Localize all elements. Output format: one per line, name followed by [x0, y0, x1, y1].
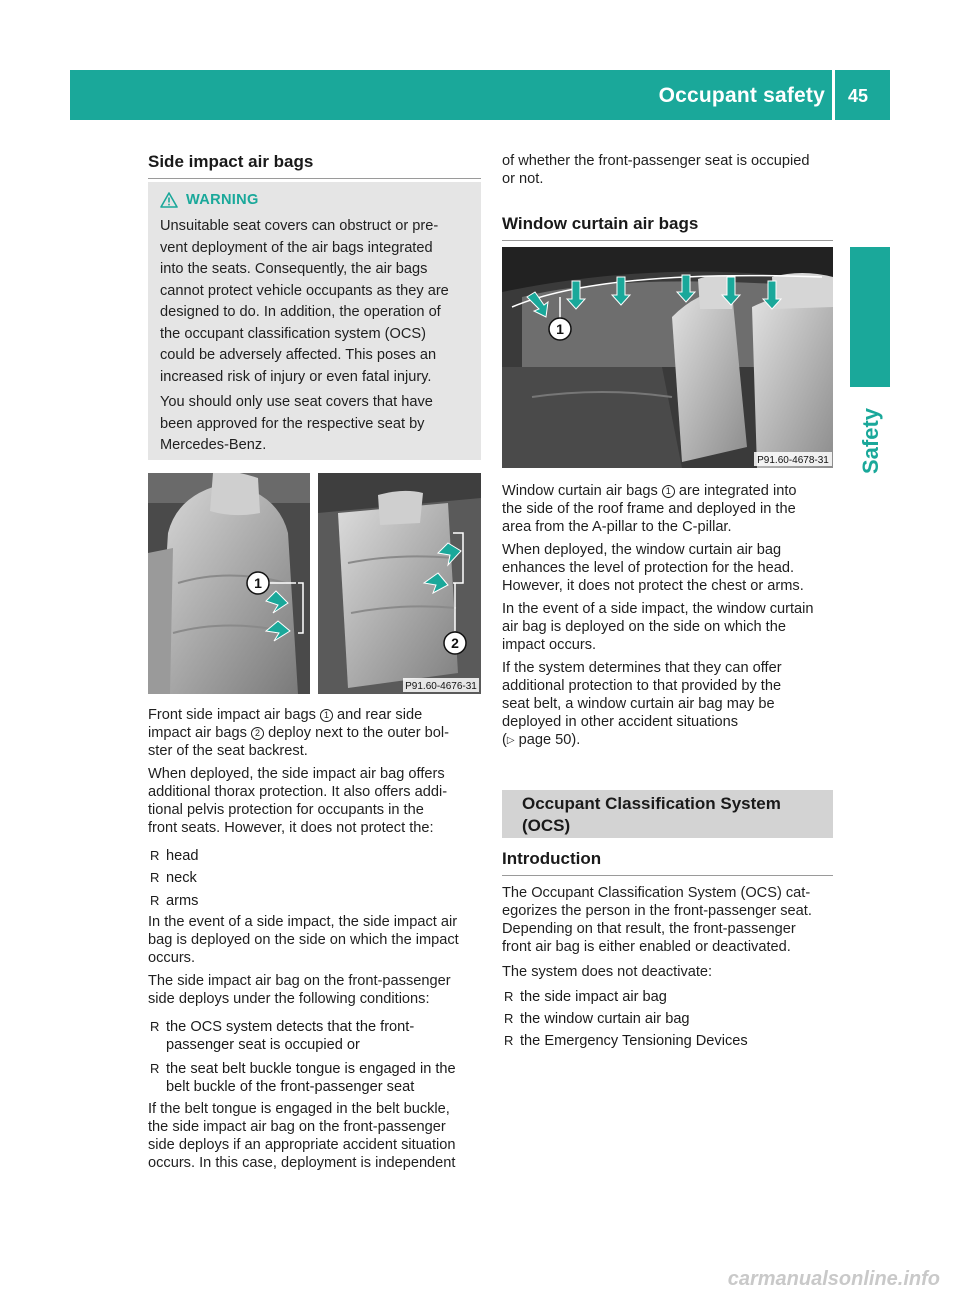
window-curtain-airbag-figure [502, 247, 833, 468]
heading-introduction: Introduction [502, 849, 602, 868]
section-title: Occupant safety [658, 84, 825, 107]
heading-window-curtain-air-bags: Window curtain air bags [502, 214, 699, 233]
page-number: 45 [848, 86, 869, 106]
window-curtain-caption: Window curtain air bags 1 are integrated into the side of the roof frame and deployed in the area from the A-pillar to the C-pillar. [502, 483, 797, 535]
warning-title: WARNING [186, 192, 259, 208]
side-impact-para-3: In the event of a side impact, the side impact air bag is deployed on the side on which the impact occurs. [148, 914, 459, 966]
figure-code: P91.60-4678-31 [757, 455, 829, 466]
callout-ref-1: 1 [320, 709, 333, 722]
introduction-para-2: The system does not deactivate: [502, 964, 713, 980]
side-impact-para-4: The side impact air bag on the front-passenger side deploys under the following conditions: [148, 973, 451, 1007]
warning-text-2: You should only use seat covers that have been approved for the respective seat by Mercedes-Benz. [160, 394, 433, 453]
watermark: carmanualsonline.info [727, 1268, 940, 1290]
chapter-tab-label: Safety [858, 407, 884, 475]
introduction-para: The Occupant Classification System (OCS) cat- egorizes the person in the front-passenger seat. Depending on that result, the front-passenger front air bag is either enabled or deactivated. [502, 885, 812, 955]
heading-rule [148, 178, 481, 179]
continued-text: of whether the front-passenger seat is occupied or not. [502, 153, 810, 187]
ocs-heading: Occupant Classification System (OCS) [522, 794, 781, 835]
window-curtain-para-3: In the event of a side impact, the window curtain air bag is deployed on the side on which the impact occurs. [502, 601, 814, 653]
side-impact-airbag-figure [148, 473, 481, 694]
warning-header [160, 192, 259, 208]
side-impact-caption: Front side impact air bags 1 and rear side impact air bags 2 deploy next to the outer bol- ster of the seat backrest. [148, 707, 449, 759]
warning-triangle-icon [160, 192, 178, 208]
warning-text: Unsuitable seat covers can obstruct or pre- vent deployment of the air bags integrated into the seats. Consequently, the air bags cannot protect vehicle occupants as they are designed to do. In addition, the operation of the occupant classification system (OCS) could be adversely affected. This poses an increased risk of injury or even fatal injury. [160, 218, 449, 385]
window-curtain-para-2: When deployed, the window curtain air bag enhances the level of protection for the head. However, it does not protect the chest or arms. [502, 542, 804, 594]
heading-rule [502, 240, 833, 241]
window-curtain-para-4: If the system determines that they can offer additional protection to that provided by the seat belt, a window curtain air bag may be deployed in other accident situations (▷ page 50). [502, 660, 782, 748]
chapter-tab [850, 247, 890, 387]
callout-ref-1: 1 [662, 485, 675, 498]
side-impact-para-5: If the belt tongue is engaged in the belt buckle, the side impact air bag on the front-passenger side deploys if an appropriate accident situation occurs. In this case, deployment is independent [148, 1101, 456, 1171]
arrow-right-icon: ▷ [506, 735, 515, 746]
figure-code: P91.60-4676-31 [405, 681, 477, 692]
side-impact-para-2: When deployed, the side impact air bag offers additional thorax protection. It also offers addi- tional pelvis protection for occupants in the front seats. However, it does not protect the: [148, 766, 448, 836]
header-divider [832, 70, 835, 120]
heading-side-impact-air-bags: Side impact air bags [148, 152, 314, 171]
figure-callout-1: 1 [254, 575, 262, 591]
callout-ref-2: 2 [251, 727, 264, 740]
page-reference-link[interactable]: (▷ page 50). [502, 732, 581, 748]
figure-callout-1: 1 [556, 321, 564, 337]
heading-rule [502, 875, 833, 876]
figure-callout-2: 2 [451, 635, 459, 651]
